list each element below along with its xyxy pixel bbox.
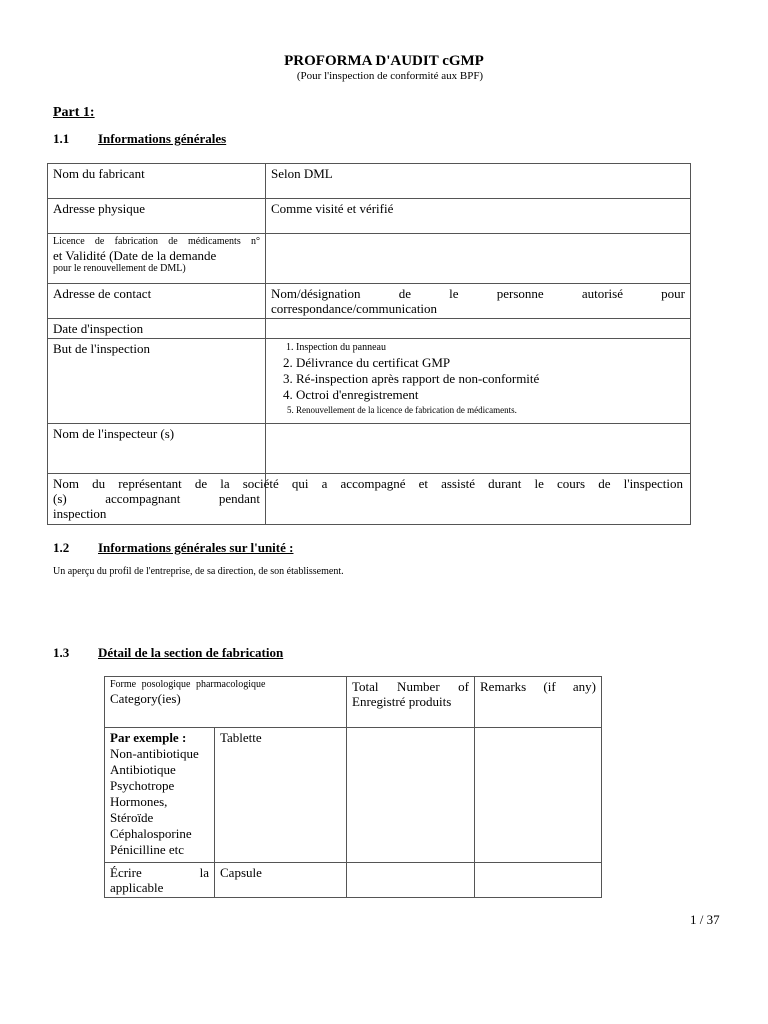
row-label: Nom du fabricant [48, 164, 266, 199]
total-cell [347, 728, 475, 863]
total-cell [347, 863, 475, 898]
section-1-3-title: Détail de la section de fabrication [98, 645, 284, 660]
list-item: 2. Délivrance du certificat GMP [296, 355, 685, 371]
row-value [266, 234, 691, 284]
category-cell: Écrire la applicable [105, 863, 215, 898]
row-label: Nom de l'inspecteur (s) [48, 424, 266, 474]
table-row [48, 199, 691, 234]
header-total-registered: Total Number of Enregistré produits [347, 677, 475, 728]
category-item: Non-antibiotique [110, 746, 199, 761]
row-label [48, 234, 266, 284]
table-row [48, 474, 691, 525]
table-row [48, 164, 691, 199]
header-remarks: Remarks (if any) [475, 677, 602, 728]
inspection-purpose-list [271, 341, 685, 417]
remarks-cell [475, 863, 602, 898]
representative-label-line2: (s) accompagnant pendant [53, 491, 260, 506]
section-1-3-number: 1.3 [53, 645, 70, 660]
table-row [48, 424, 691, 474]
header-category: Category(ies) [110, 691, 181, 706]
row-label: Date d'inspection [48, 319, 266, 339]
row-value [266, 284, 691, 319]
contact-value-line2: correspondance/communication [271, 301, 438, 316]
page-number: 1 / 37 [690, 912, 720, 927]
row-value [266, 319, 691, 339]
section-1-2-description: Un aperçu du profil de l'entreprise, de sa direction, de son établissement. [53, 566, 344, 577]
list-item: 1. Inspection du panneau [296, 341, 685, 355]
category-item: Céphalosporine [110, 826, 192, 841]
row-value: Selon DML [266, 164, 691, 199]
remarks-cell [475, 728, 602, 863]
part-label: Part 1: [53, 105, 95, 120]
dosage-form-cell: Capsule [215, 863, 347, 898]
list-item: 5. Renouvellement de la licence de fabrication de médicaments. [296, 403, 685, 417]
row-label: Adresse physique [48, 199, 266, 234]
license-label-line3: pour le renouvellement de DML) [53, 263, 186, 274]
category-item: Antibiotique [110, 762, 176, 777]
header-dosage-form-line1: Forme posologique pharmacologique [110, 679, 266, 690]
table-row [105, 863, 602, 898]
section-1-1-title: Informations générales [98, 131, 227, 146]
category-cell [105, 728, 215, 863]
category-item: Stéroïde [110, 810, 154, 825]
document-subtitle: (Pour l'inspection de conformité aux BPF) [296, 70, 484, 82]
license-label-line2: et Validité (Date de la demande [53, 248, 217, 263]
representative-label-line3: inspection [53, 506, 107, 521]
table-row [48, 319, 691, 339]
header-dosage-form [105, 677, 347, 728]
table-row [105, 728, 602, 863]
contact-value-line1: Nom/désignation de le personne autorisé pour [271, 286, 685, 301]
row-label: Adresse de contact [48, 284, 266, 319]
document-title: PROFORMA D'AUDIT cGMP [284, 53, 484, 69]
row-label [48, 474, 683, 525]
table-row [48, 339, 691, 424]
section-1-2-title: Informations générales sur l'unité : [98, 540, 294, 555]
category-item: Psychotrope [110, 778, 175, 793]
row-value: Comme visité et vérifié [266, 199, 691, 234]
table-row [48, 284, 691, 319]
general-info-table [47, 163, 691, 525]
example-label: Par exemple : [110, 730, 187, 745]
license-label-line1: Licence de fabrication de médicaments n° [53, 236, 260, 247]
row-label: But de l'inspection [48, 339, 266, 424]
dosage-form-cell: Tablette [215, 728, 347, 863]
table-row [48, 234, 691, 284]
list-item: 3. Ré-inspection après rapport de non-conformité [296, 371, 685, 387]
table-header-row [105, 677, 602, 728]
representative-label-line1: Nom du représentant de la société qui a accompagné et assisté durant le cours de l'inspection [53, 476, 683, 491]
section-1-1-number: 1.1 [53, 131, 70, 146]
category-item: Hormones, [110, 794, 168, 809]
manufacturing-table [104, 676, 602, 898]
row-value [266, 424, 691, 474]
section-1-2-number: 1.2 [53, 540, 70, 555]
list-item: 4. Octroi d'enregistrement [296, 387, 685, 403]
category-item: Pénicilline etc [110, 842, 185, 857]
row-value [266, 339, 691, 424]
